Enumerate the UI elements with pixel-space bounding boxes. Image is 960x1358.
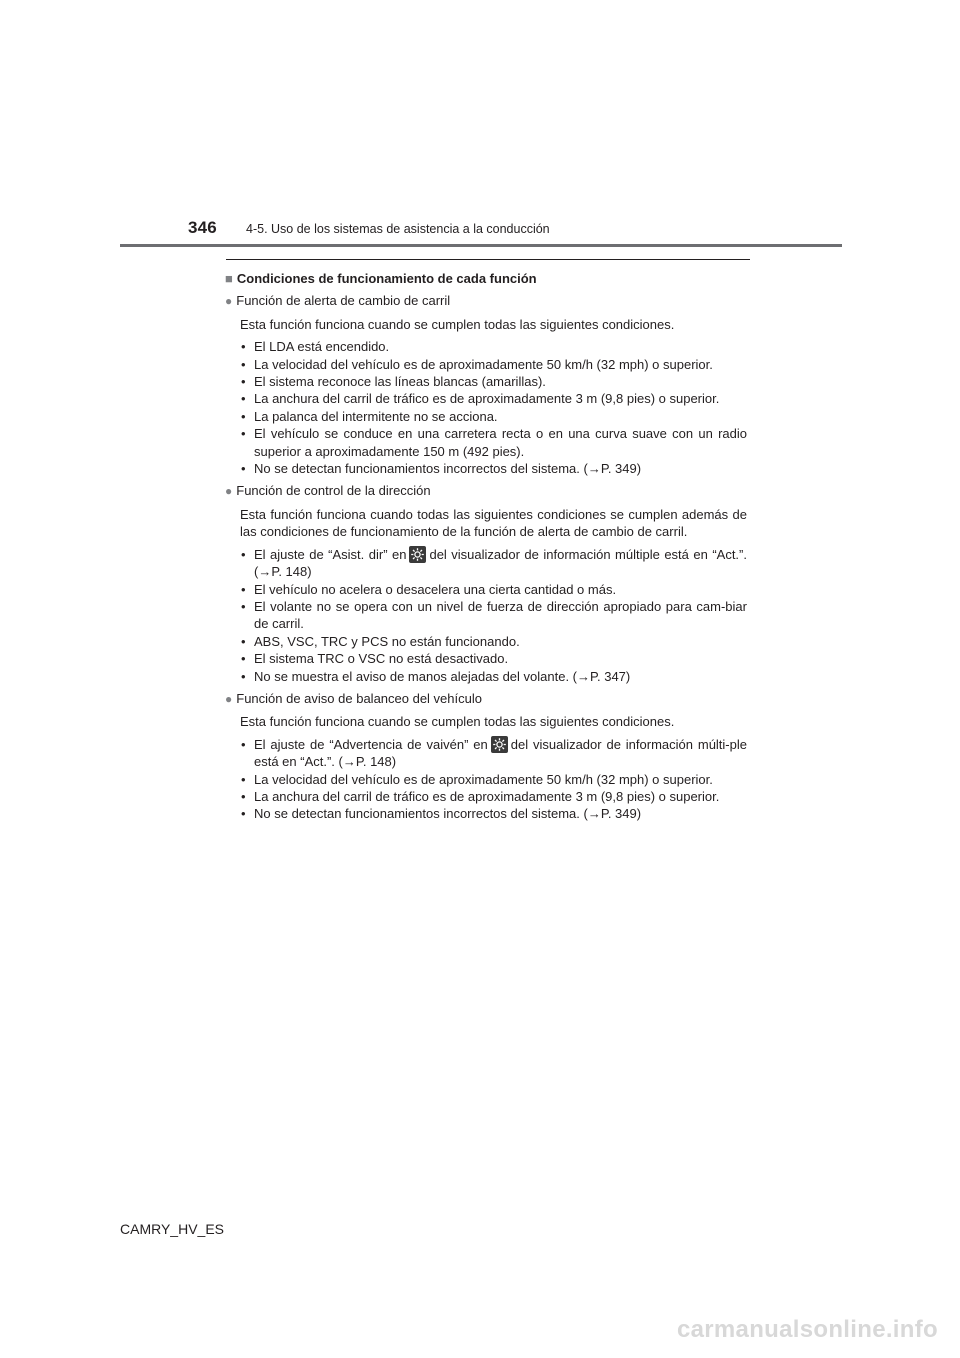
section-title-text: Función de alerta de cambio de carril [236, 293, 451, 309]
content-body [225, 270, 747, 823]
list-item: • El LDA está encendido. [241, 339, 390, 355]
gear-icon [491, 736, 508, 753]
list-item: • No se detectan funcionamientos incorrectos del sistema. (→P. 349) [241, 461, 642, 477]
gear-icon [409, 546, 426, 563]
list-item: • La velocidad del vehículo es de aproximadamente 50 km/h (32 mph) o superior. [241, 356, 713, 372]
section-title: 4-5. Uso de los sistemas de asistencia a la conducción [246, 222, 550, 236]
list-item: • El sistema reconoce las líneas blancas (amarillas). [241, 374, 546, 390]
section-intro: Esta función funciona cuando todas las siguientes condiciones se cumplen además de las condiciones de funcionamiento de la función de alerta de cambio de carril. [240, 506, 747, 540]
list-item: • La palanca del intermitente no se acciona. [241, 408, 498, 424]
bullet-list [225, 546, 747, 685]
list-item: • El vehículo se conduce en una carretera recta o en una curva suave con un radio superior a aproximadamente 150 m (492 pies). [241, 426, 747, 459]
list-item: • No se detectan funcionamientos incorrectos del sistema. (→P. 349) [241, 806, 642, 822]
list-item: • ABS, VSC, TRC y PCS no están funcionando. [241, 633, 520, 649]
section-title-text: Función de control de la dirección [236, 483, 431, 499]
section-title-text: Función de aviso de balanceo del vehículo [236, 690, 482, 706]
section-lane-departure-title [225, 292, 747, 310]
section-steering-control-title [225, 482, 747, 500]
section-intro: Esta función funciona cuando se cumplen todas las siguientes condiciones. [240, 714, 675, 730]
list-item: • El volante no se opera con un nivel de fuerza de dirección apropiado para cam-biar de carril. [241, 598, 747, 632]
list-item: • El vehículo no acelera o desacelera una cierta cantidad o más. [241, 581, 617, 597]
list-item: • El sistema TRC o VSC no está desactivado. [241, 651, 509, 667]
content-rule [226, 259, 750, 260]
circle-bullet-icon: ● [225, 484, 233, 499]
circle-bullet-icon: ● [225, 691, 233, 706]
list-item: • El ajuste de “Advertencia de vaivén” en del visualizador de información múlti-ple está en “Act.”. (→P. 148) [241, 736, 747, 770]
header-rule [120, 244, 842, 247]
square-bullet-icon: ■ [225, 271, 233, 286]
list-item: • No se muestra el aviso de manos alejadas del volante. (→P. 347) [241, 668, 631, 684]
list-item: • La velocidad del vehículo es de aproximadamente 50 km/h (32 mph) o superior. [241, 771, 713, 787]
conditions-heading [225, 270, 747, 287]
bullet-list [225, 338, 747, 477]
list-item: • La anchura del carril de tráfico es de aproximadamente 3 m (9,8 pies) o superior. [241, 788, 720, 804]
bullet-list [225, 736, 747, 823]
watermark: carmanualsonline.info [676, 1316, 938, 1343]
section-sway-warning-title [225, 690, 747, 708]
list-item: • El ajuste de “Asist. dir” en del visualizador de información múltiple está en “Act.”. (→P. 148) [241, 546, 747, 580]
page-number: 346 [188, 218, 217, 237]
list-item: • La anchura del carril de tráfico es de aproximadamente 3 m (9,8 pies) o superior. [241, 391, 720, 407]
document-code: CAMRY_HV_ES [120, 1221, 225, 1237]
circle-bullet-icon: ● [225, 294, 233, 309]
heading-text: Condiciones de funcionamiento de cada función [236, 271, 537, 286]
section-intro: Esta función funciona cuando se cumplen todas las siguientes condiciones. [240, 316, 675, 332]
